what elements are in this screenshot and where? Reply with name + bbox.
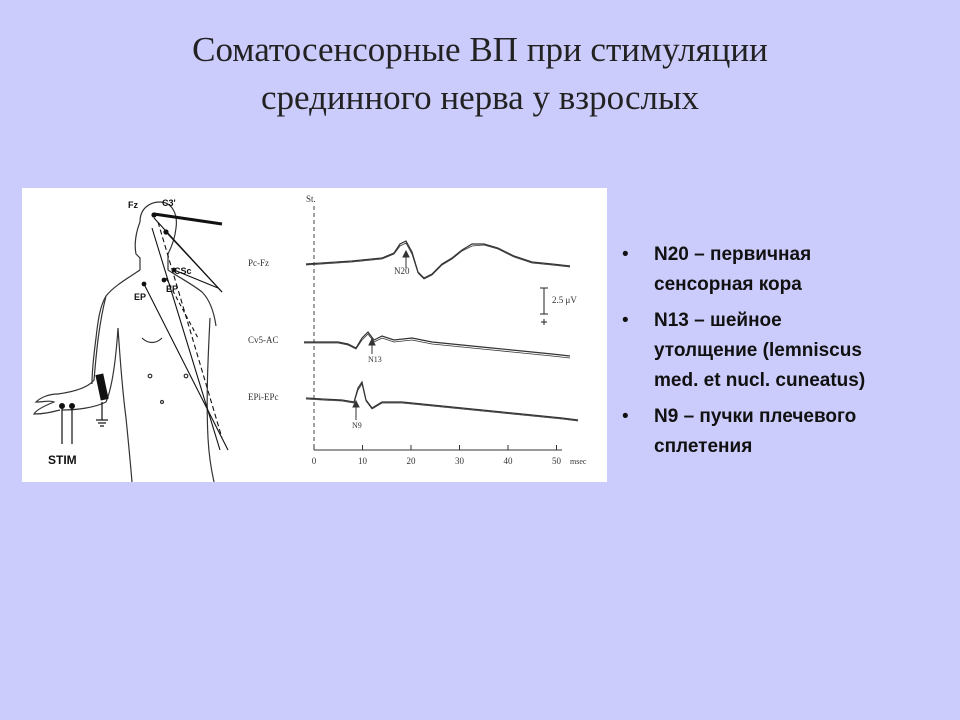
peak-label-n20: N20: [394, 266, 410, 276]
peak-label-n9: N9: [352, 421, 362, 430]
time-unit-label: msec: [570, 457, 587, 466]
trace-label-2: Cv5-AC: [248, 335, 279, 345]
trace-label-1: Pc-Fz: [248, 258, 269, 268]
label-stim: STIM: [48, 453, 77, 467]
scale-bar-label: 2.5 μV: [552, 295, 577, 305]
bullet-n13: [622, 306, 942, 396]
label-ep-left: EP: [134, 292, 147, 302]
time-tick-label: 50: [552, 456, 561, 466]
time-tick-label: 30: [455, 456, 464, 466]
label-fz: Fz: [128, 200, 138, 210]
bullet-text: N9 – пучки плечевого сплетения: [654, 406, 857, 457]
time-tick-label: 10: [358, 456, 367, 466]
trace-panel: [234, 188, 607, 482]
title-line-1: Соматосенсорные ВП при стимуляции: [192, 30, 768, 69]
bullet-n20: [622, 240, 942, 300]
bullet-marker: •: [622, 310, 629, 331]
bullet-n9: [622, 402, 942, 462]
ssep-diagram: [22, 188, 607, 482]
time-tick-label: 0: [311, 456, 317, 466]
time-tick-label: 40: [503, 456, 513, 466]
label-c3: C3': [162, 198, 176, 208]
ssep-figure: [22, 188, 607, 482]
bullet-list: [622, 240, 942, 468]
slide-title: [0, 26, 960, 122]
label-csc: CSc: [174, 266, 192, 276]
bullet-text: N13 – шейное утолщение (lemniscus med. et nucl. cuneatus): [654, 310, 866, 391]
trace-label-3: EPi-EPc: [248, 392, 279, 402]
start-marker-label: St.: [306, 194, 316, 204]
bullet-marker: •: [622, 406, 629, 427]
title-line-2: срединного нерва у взрослых: [261, 78, 699, 117]
peak-label-n13: N13: [368, 355, 382, 364]
time-tick-label: 20: [406, 456, 416, 466]
bullet-marker: •: [622, 244, 629, 265]
bullet-text: N20 – первичная сенсорная кора: [654, 244, 812, 295]
label-ep-right: EP: [166, 284, 179, 294]
